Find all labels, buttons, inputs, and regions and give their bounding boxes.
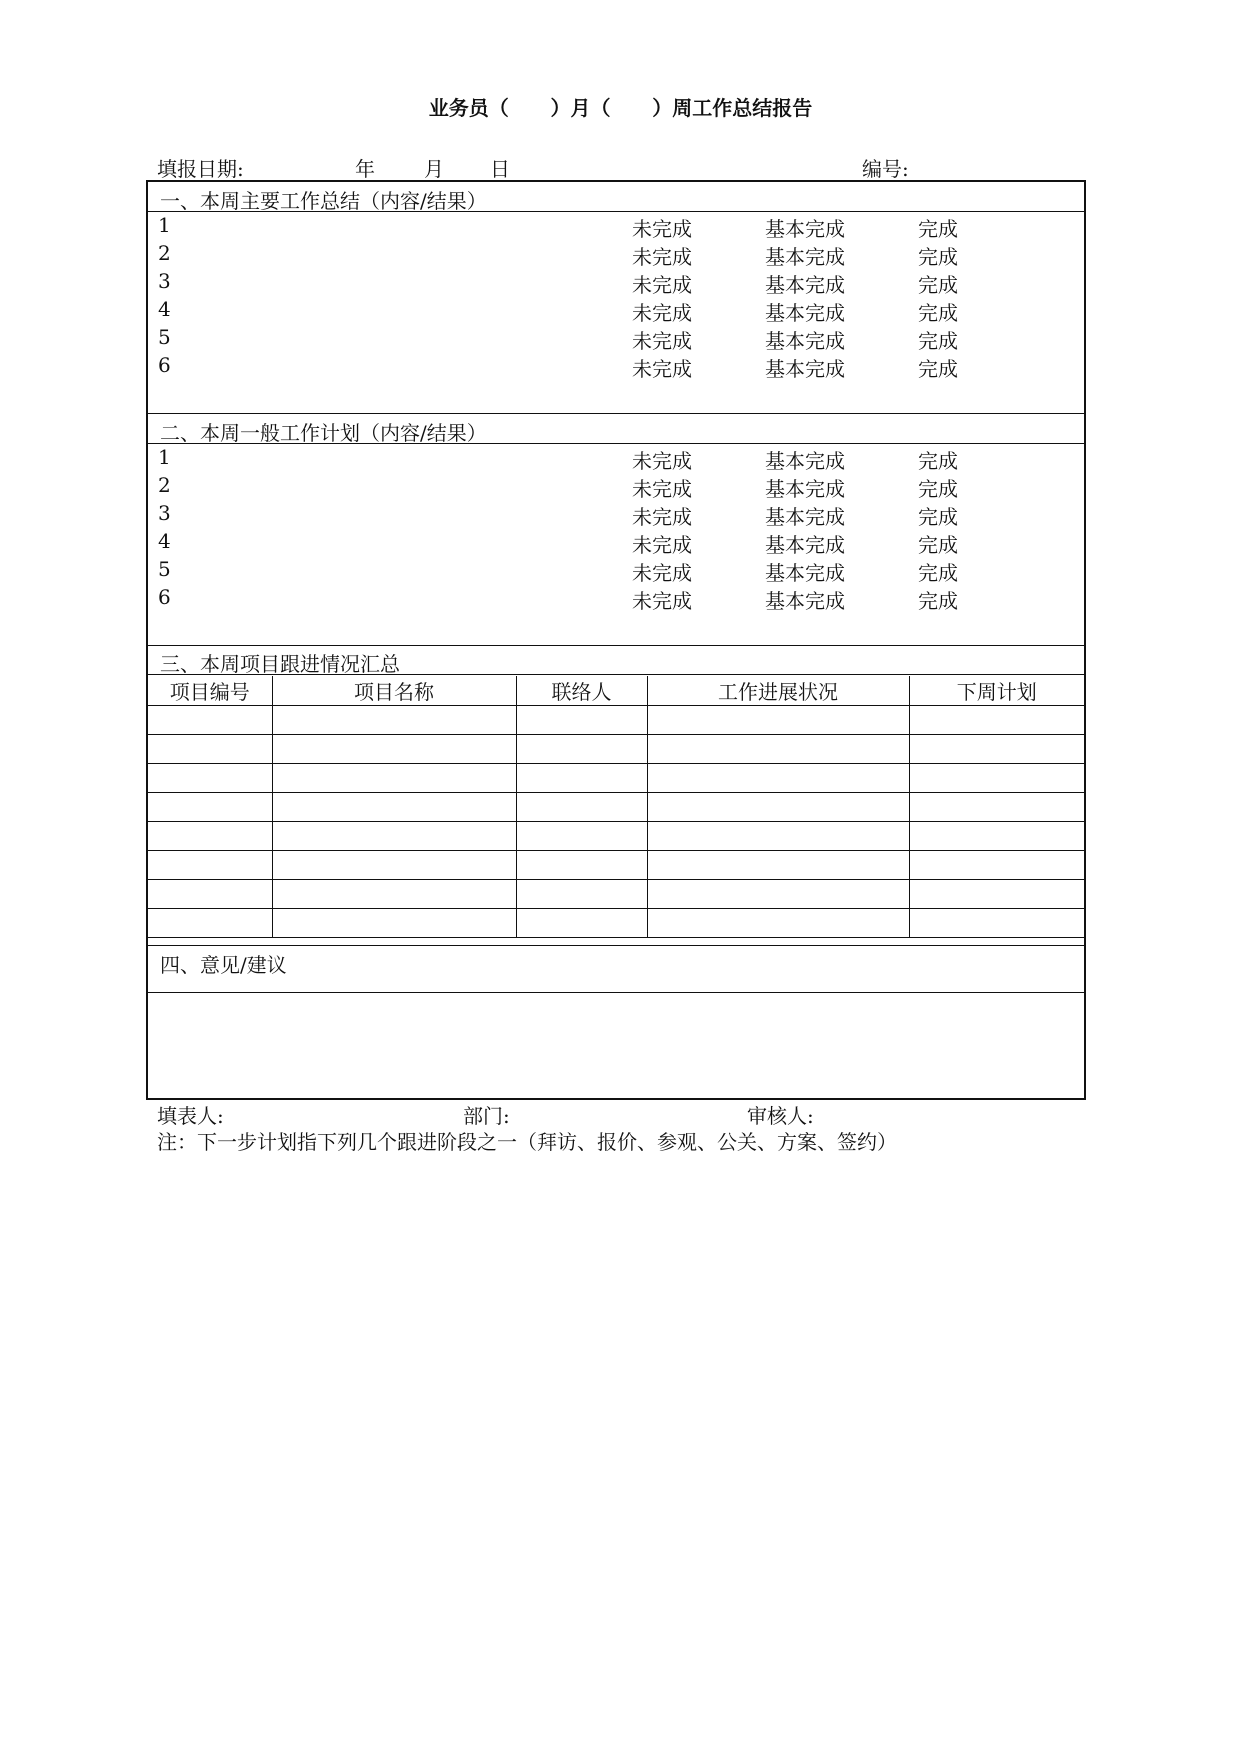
column-header: 项目编号 <box>148 676 272 706</box>
status-option[interactable]: 基本完成 <box>765 533 845 557</box>
status-option[interactable]: 基本完成 <box>765 561 845 585</box>
status-option[interactable]: 未完成 <box>632 301 692 325</box>
column-header: 下周计划 <box>909 676 1084 706</box>
list-item <box>148 325 1084 353</box>
section3-title: 三、本周项目跟进情况汇总 <box>160 652 400 676</box>
table-cell[interactable] <box>516 764 647 793</box>
status-option[interactable]: 完成 <box>918 301 958 325</box>
list-item <box>148 529 1084 557</box>
list-item <box>148 445 1084 473</box>
date-day-label: 日 <box>490 157 510 181</box>
table-cell[interactable] <box>516 851 647 880</box>
item-number: 4 <box>158 529 171 553</box>
column-header: 项目名称 <box>272 676 516 706</box>
table-cell[interactable] <box>148 764 272 793</box>
status-option[interactable]: 未完成 <box>632 217 692 241</box>
divider <box>148 211 1084 212</box>
item-number: 2 <box>158 473 171 497</box>
table-cell[interactable] <box>647 793 909 822</box>
table-row <box>148 706 1084 735</box>
table-cell[interactable] <box>516 735 647 764</box>
status-option[interactable]: 完成 <box>918 533 958 557</box>
status-option[interactable]: 未完成 <box>632 477 692 501</box>
table-cell[interactable] <box>516 880 647 909</box>
item-number: 6 <box>158 585 171 609</box>
table-row <box>148 880 1084 909</box>
section1-title: 一、本周主要工作总结（内容/结果） <box>160 189 487 213</box>
status-option[interactable]: 完成 <box>918 245 958 269</box>
status-option[interactable]: 基本完成 <box>765 477 845 501</box>
table-cell[interactable] <box>272 822 516 851</box>
item-number: 1 <box>158 445 171 469</box>
status-option[interactable]: 完成 <box>918 217 958 241</box>
item-number: 3 <box>158 501 171 525</box>
status-option[interactable]: 未完成 <box>632 561 692 585</box>
table-cell[interactable] <box>272 880 516 909</box>
table-cell[interactable] <box>516 706 647 735</box>
table-cell[interactable] <box>272 793 516 822</box>
number-label: 编号: <box>862 157 909 181</box>
table-cell[interactable] <box>647 764 909 793</box>
divider <box>148 945 1084 946</box>
table-cell[interactable] <box>272 735 516 764</box>
table-cell[interactable] <box>647 822 909 851</box>
table-cell[interactable] <box>647 909 909 938</box>
page-title: 业务员（ ）月（ ）周工作总结报告 <box>428 96 813 120</box>
table-cell[interactable] <box>909 706 1084 735</box>
status-option[interactable]: 未完成 <box>632 357 692 381</box>
reviewer-label: 审核人: <box>747 1104 814 1128</box>
fill-date-label: 填报日期: <box>157 157 244 181</box>
divider <box>148 674 1084 675</box>
table-cell[interactable] <box>516 822 647 851</box>
table-row <box>148 764 1084 793</box>
status-option[interactable]: 完成 <box>918 561 958 585</box>
table-cell[interactable] <box>909 880 1084 909</box>
status-option[interactable]: 基本完成 <box>765 449 845 473</box>
table-cell[interactable] <box>272 851 516 880</box>
item-number: 5 <box>158 557 171 581</box>
table-row <box>148 909 1084 938</box>
status-option[interactable]: 基本完成 <box>765 357 845 381</box>
list-item <box>148 297 1084 325</box>
status-option[interactable]: 完成 <box>918 477 958 501</box>
status-option[interactable]: 完成 <box>918 589 958 613</box>
table-row <box>148 851 1084 880</box>
status-option[interactable]: 未完成 <box>632 505 692 529</box>
status-option[interactable]: 基本完成 <box>765 589 845 613</box>
table-cell[interactable] <box>272 909 516 938</box>
status-option[interactable]: 基本完成 <box>765 505 845 529</box>
section4-title: 四、意见/建议 <box>160 953 287 977</box>
footnote: 注：下一步计划指下列几个跟进阶段之一（拜访、报价、参观、公关、方案、签约） <box>157 1130 897 1154</box>
divider <box>148 443 1084 444</box>
project-table <box>148 676 1084 938</box>
report-form <box>146 180 1086 1100</box>
divider <box>148 645 1084 646</box>
list-item <box>148 585 1084 613</box>
table-cell[interactable] <box>148 880 272 909</box>
column-header: 工作进展状况 <box>647 676 909 706</box>
status-option[interactable]: 完成 <box>918 449 958 473</box>
column-header: 联络人 <box>516 676 647 706</box>
divider <box>148 992 1084 993</box>
table-cell[interactable] <box>909 793 1084 822</box>
table-cell[interactable] <box>647 706 909 735</box>
suggestions-area[interactable] <box>160 1002 1070 1087</box>
status-option[interactable]: 未完成 <box>632 589 692 613</box>
table-cell[interactable] <box>148 851 272 880</box>
table-cell[interactable] <box>148 735 272 764</box>
status-option[interactable]: 完成 <box>918 273 958 297</box>
item-number: 2 <box>158 241 171 265</box>
table-cell[interactable] <box>516 793 647 822</box>
divider <box>148 413 1084 414</box>
status-option[interactable]: 未完成 <box>632 273 692 297</box>
list-item <box>148 269 1084 297</box>
table-cell[interactable] <box>647 851 909 880</box>
table-header-row <box>148 676 1084 706</box>
item-number: 3 <box>158 269 171 293</box>
list-item <box>148 241 1084 269</box>
status-option[interactable]: 完成 <box>918 329 958 353</box>
table-cell[interactable] <box>516 909 647 938</box>
list-item <box>148 473 1084 501</box>
list-item <box>148 353 1084 381</box>
table-body <box>148 706 1084 938</box>
list-item <box>148 501 1084 529</box>
table-cell[interactable] <box>909 735 1084 764</box>
status-option[interactable]: 完成 <box>918 505 958 529</box>
status-option[interactable]: 未完成 <box>632 449 692 473</box>
table-cell[interactable] <box>647 735 909 764</box>
table-cell[interactable] <box>148 822 272 851</box>
table-cell[interactable] <box>148 909 272 938</box>
table-cell[interactable] <box>909 909 1084 938</box>
table-cell[interactable] <box>272 764 516 793</box>
section2-title: 二、本周一般工作计划（内容/结果） <box>160 421 487 445</box>
item-number: 6 <box>158 353 171 377</box>
status-option[interactable]: 完成 <box>918 357 958 381</box>
filler-label: 填表人: <box>157 1104 224 1128</box>
table-cell[interactable] <box>909 822 1084 851</box>
item-number: 4 <box>158 297 171 321</box>
table-row <box>148 793 1084 822</box>
status-option[interactable]: 基本完成 <box>765 217 845 241</box>
table-cell[interactable] <box>647 880 909 909</box>
date-month-label: 月 <box>424 157 444 181</box>
date-year-label: 年 <box>355 157 375 181</box>
status-option[interactable]: 基本完成 <box>765 329 845 353</box>
department-label: 部门: <box>463 1104 510 1128</box>
table-cell[interactable] <box>909 764 1084 793</box>
status-option[interactable]: 基本完成 <box>765 273 845 297</box>
list-item <box>148 213 1084 241</box>
status-option[interactable]: 未完成 <box>632 533 692 557</box>
status-option[interactable]: 基本完成 <box>765 245 845 269</box>
table-cell[interactable] <box>909 851 1084 880</box>
status-option[interactable]: 未完成 <box>632 245 692 269</box>
list-item <box>148 557 1084 585</box>
item-number: 5 <box>158 325 171 349</box>
table-cell[interactable] <box>272 706 516 735</box>
table-cell[interactable] <box>148 793 272 822</box>
status-option[interactable]: 基本完成 <box>765 301 845 325</box>
status-option[interactable]: 未完成 <box>632 329 692 353</box>
table-cell[interactable] <box>148 706 272 735</box>
table-row <box>148 822 1084 851</box>
item-number: 1 <box>158 213 171 237</box>
table-row <box>148 735 1084 764</box>
